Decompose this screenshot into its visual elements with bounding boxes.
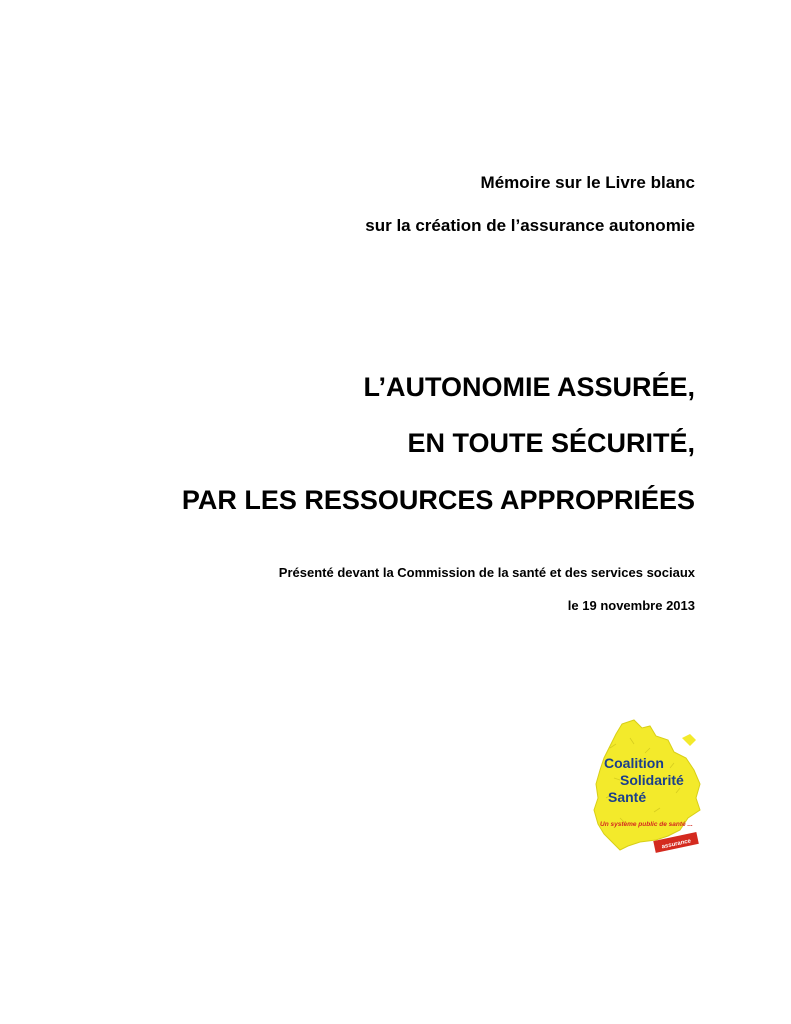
main-title-line1: L’AUTONOMIE ASSURÉE,: [363, 372, 695, 402]
map-island: [682, 734, 696, 746]
logo-tagline: Un système public de santé ...: [600, 821, 693, 828]
quebec-map-logo-graphic: [590, 718, 706, 858]
logo-text-sante: Santé: [608, 789, 647, 805]
logo-stamp-text: assurance: [661, 838, 692, 851]
main-title-line3: PAR LES RESSOURCES APPROPRIÉES: [181, 485, 695, 515]
presentation-date: le 19 novembre 2013: [567, 598, 695, 613]
logo-text-solidarite: Solidarité: [620, 772, 684, 788]
coalition-logo: [590, 718, 706, 858]
presented-to-text: Présenté devant la Commission de la santé et des services sociaux: [278, 565, 695, 580]
main-title-line2: EN TOUTE SÉCURITÉ,: [407, 428, 695, 458]
memo-subtitle-line1: Mémoire sur le Livre blanc: [480, 173, 695, 192]
logo-text-coalition: Coalition: [604, 755, 664, 771]
memo-subtitle-line2: sur la création de l’assurance autonomie: [365, 216, 695, 235]
